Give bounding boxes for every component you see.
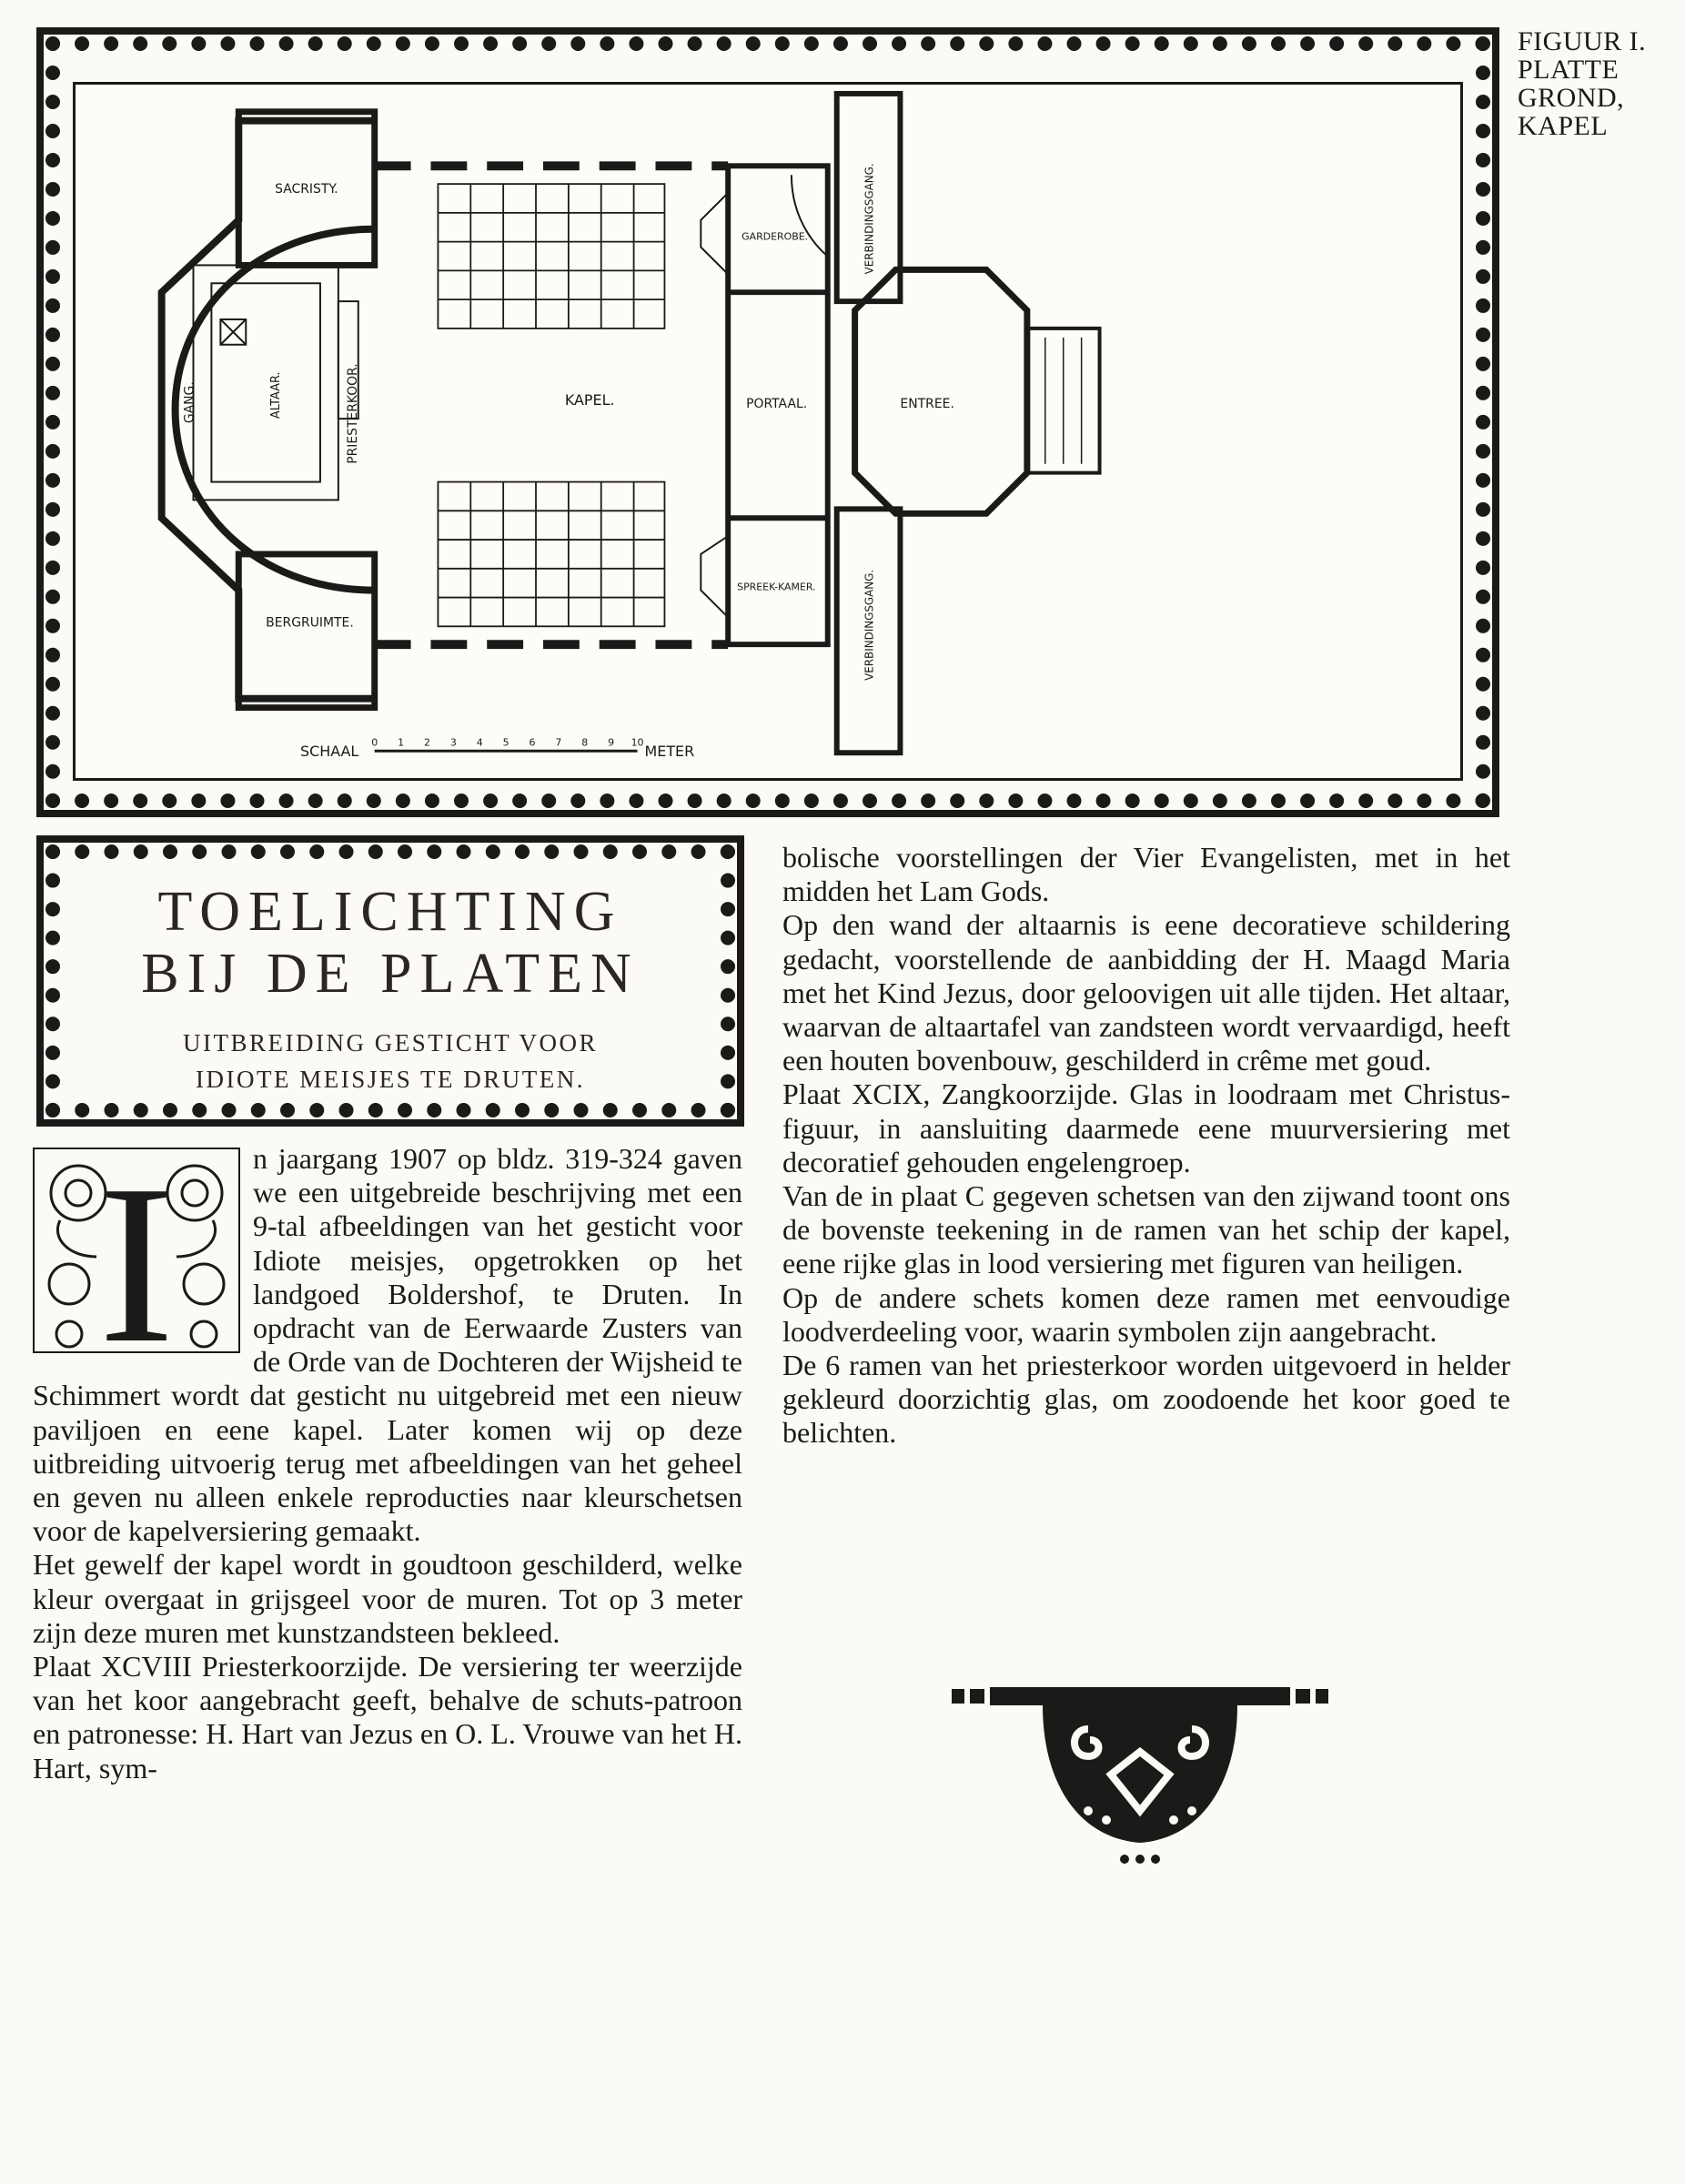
- title-line: BIJ DE PLATEN: [141, 943, 640, 1005]
- paragraph: Op de andere schets komen deze ramen met eenvoudige loodverdeeling voor, waarin symbolen zijn aangebracht.: [782, 1280, 1510, 1348]
- scale-tick-label: 9: [608, 736, 615, 749]
- paragraph: Het gewelf der kapel wordt in goudtoon geschilderd, welke kleur overgaat in grijsgeel voor de muren. Tot op 3 meter zijn deze muren met kunstzandsteen bekleed.: [33, 1548, 742, 1649]
- label-sacristy: SACRISTY.: [275, 182, 338, 197]
- label-priesterkoor: PRIESTERKOOR.: [345, 363, 360, 464]
- label-spreekkamer: SPREEK-KAMER.: [737, 581, 816, 593]
- scale-tick-label: 10: [631, 736, 644, 749]
- text-column-right: [782, 841, 1510, 1451]
- label-verbindingsgang-bottom: VERBINDINGSGANG.: [863, 569, 876, 681]
- dropcap-letter: I: [98, 1148, 175, 1353]
- storage-room: [238, 554, 374, 708]
- scale-tick-label: 1: [398, 736, 405, 749]
- tailpiece-ornament: [952, 1674, 1328, 1866]
- scale-tick-label: 6: [529, 736, 536, 749]
- scale-tick-label: 2: [423, 736, 430, 749]
- floor-plan-panel: [73, 82, 1463, 781]
- paragraph: De 6 ramen van het priesterkoor worden uitgevoerd in helder gekleurd doorzichtig glas, om zoodoende het koor goed te belichten.: [782, 1349, 1510, 1450]
- article-title: [67, 881, 713, 1005]
- text-column-left: [33, 1142, 742, 1785]
- apse-outer-wall: [162, 121, 375, 699]
- label-kapel: KAPEL.: [564, 391, 615, 410]
- label-garderobe: GARDEROBE.: [742, 230, 809, 243]
- label-portaal: PORTAAL.: [746, 397, 808, 412]
- scale-tick-label: 0: [371, 736, 378, 749]
- paragraph: Op den wand der altaarnis is eene decoratieve schildering gedacht, voorstellende de aanbidding der H. Maagd Maria met het Kind Jezus, door geloovigen uit alle tijden. Het altaar, waarvan de altaartafel van zandsteen wordt vervaardigd, heeft een houten bovenbouw, geschilderd in crême met goud.: [782, 908, 1510, 1077]
- figure-caption-line: KAPEL: [1518, 111, 1609, 141]
- nave-pews: [438, 184, 664, 626]
- entrance-block: [728, 166, 828, 644]
- title-box: [67, 866, 713, 1096]
- scale-tick-label: 8: [581, 736, 589, 749]
- floor-plan-drawing: [76, 85, 1460, 778]
- label-altaar: ALTAAR.: [269, 371, 284, 420]
- dropcap-initial: [33, 1148, 240, 1353]
- corridor-top: [837, 94, 901, 301]
- scale-tick-label: 4: [476, 736, 483, 749]
- figure-caption-line: GROND,: [1518, 83, 1625, 113]
- label-entree: ENTREE.: [900, 397, 954, 412]
- scale-tick-label: 3: [449, 736, 457, 749]
- article-subtitle: [67, 1025, 713, 1097]
- label-meter: METER: [644, 743, 695, 761]
- scale-tick-label: 5: [502, 736, 510, 749]
- paragraph: n jaargang 1907 op bldz. 319-324 gaven we een uitgebreide beschrijving met een 9-tal afbeeldingen van het gesticht voor Idiote meisjes, opgetrokken op het landgoed Boldershof, te Druten. In opdracht van de Eerwaarde Zusters van de Orde van de Dochteren der Wijsheid te Schimmert wordt dat gesticht nu uitgebreid met een nieuw paviljoen en eene kapel. Later komen wij op deze uitbreiding uitvoerig terug met afbeeldingen van het geheel en geven nu alleen enkele reproducties naar kleurschetsen voor de kapelversiering gemaakt.: [33, 1142, 742, 1548]
- paragraph: Van de in plaat C gegeven schetsen van den zijwand toont ons de bovenste teekening in de ramen van het schip der kapel, eene rijke glas in lood versiering met figuren van heiligen.: [782, 1179, 1510, 1280]
- floor-plan-frame: [36, 27, 1499, 817]
- corridor-bottom: [837, 509, 901, 753]
- apse-inner-wall: [176, 229, 375, 591]
- paragraph: bolische voorstellingen der Vier Evangelisten, met in het midden het Lam Gods.: [782, 841, 1510, 908]
- subtitle-line: UITBREIDING GESTICHT VOOR: [183, 1029, 598, 1057]
- subtitle-line: IDIOTE MEISJES TE DRUTEN.: [196, 1066, 585, 1093]
- paragraph: Plaat XCIX, Zangkoorzijde. Glas in loodraam met Christus-figuur, in aansluiting daarmede eene muurversiering met decoratief gehouden engelengroep.: [782, 1077, 1510, 1178]
- title-frame: [36, 835, 744, 1127]
- figure-caption-line: FIGUUR I.: [1518, 26, 1647, 56]
- altar-block: [211, 283, 320, 481]
- paragraph: Plaat XCVIII Priesterkoorzijde. De versiering ter weerzijde van het koor aangebracht geeft, behalve de schuts-patroon en patronesse: H. Hart van Jezus en O. L. Vrouwe van het H. Hart, sym-: [33, 1650, 742, 1785]
- label-bergruimte: BERGRUIMTE.: [266, 615, 354, 631]
- label-schaal: SCHAAL: [300, 743, 359, 761]
- title-line: TOELICHTING: [157, 881, 623, 943]
- figure-caption-line: PLATTE: [1518, 55, 1619, 85]
- sacristy-room: [238, 112, 374, 266]
- label-gang: GANG.: [182, 381, 197, 424]
- scale-tick-label: 7: [555, 736, 562, 749]
- entree-hall: [855, 269, 1027, 513]
- figure-caption: [1518, 27, 1672, 140]
- label-verbindingsgang-top: VERBINDINGSGANG.: [863, 163, 876, 275]
